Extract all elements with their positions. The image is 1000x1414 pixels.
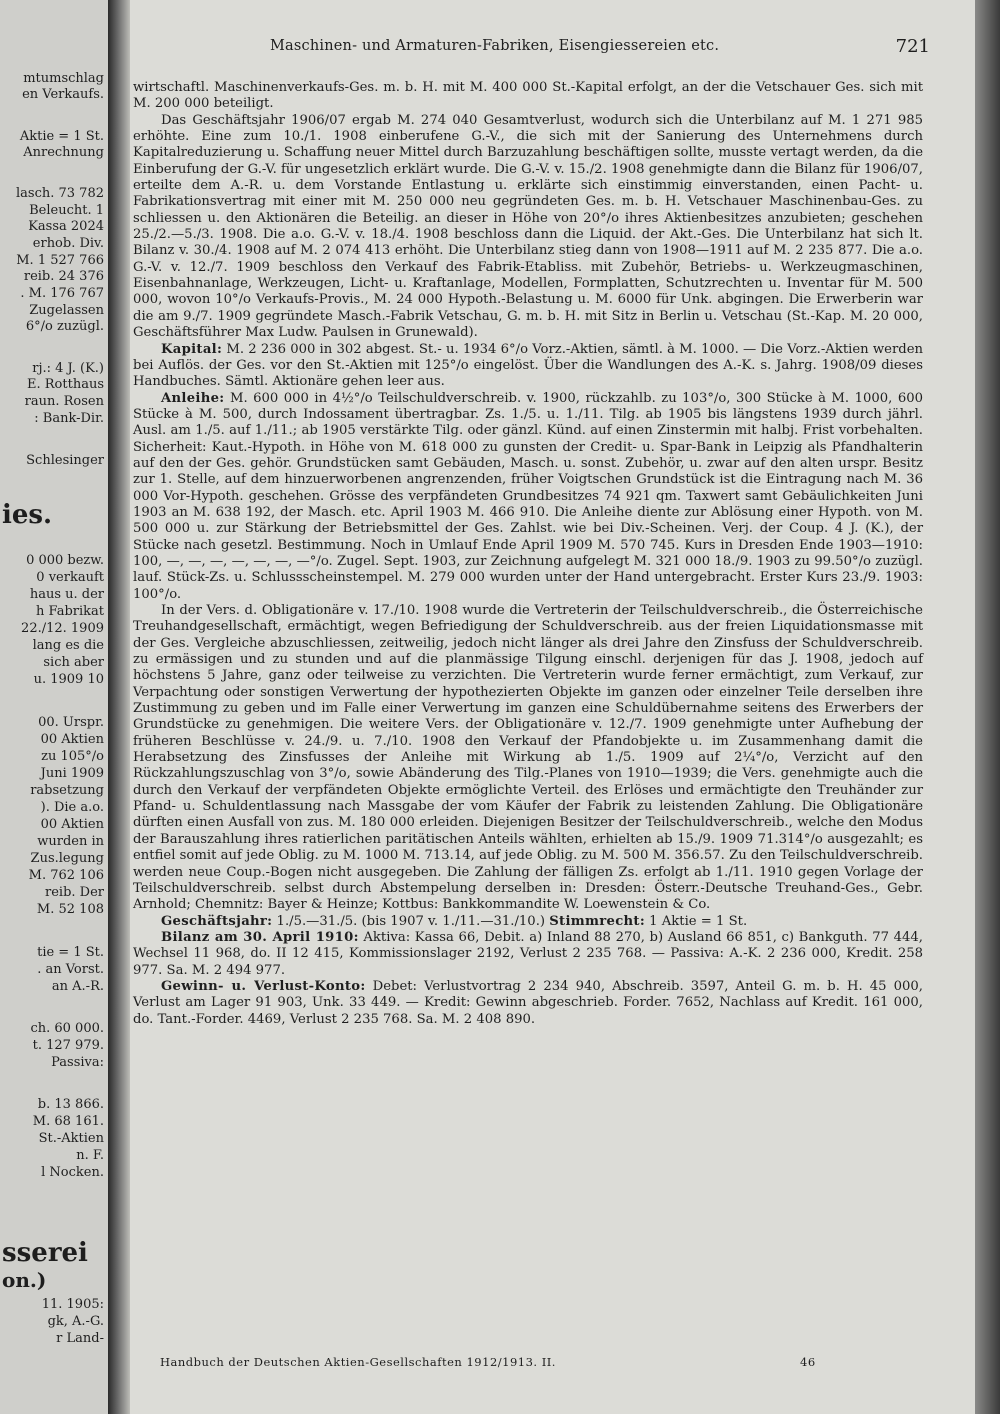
paragraph-text: wirtschaftl. Maschinenverkaufs-Ges. m. b. H. mit M. 400 000 St.-Kapital erfolgt, an der die Vetschauer Ges. sich mit M. 200 000 beteiligt. xyxy=(133,80,923,112)
strip-line: raun. Rosen xyxy=(24,394,104,409)
strip-line: . an Vorst. xyxy=(37,962,104,977)
footer-number: 46 xyxy=(800,1355,816,1369)
paragraph xyxy=(133,113,923,342)
paragraph-text: In der Vers. d. Obligationäre v. 17./10. 1908 wurde die Vertreterin der Teilschuldverschreib., die Österreichische Treuhandgesellschaft, ermächtigt, wegen Befriedigung der Schuldverschreib. aus der freien Liquidationsmasse mit der Ges. Vergleiche abzuschliessen, zeitweilig, jedoch nicht länger als drei Jahre den Zinsfuss der Schuldverschreib. zu ermässigen und zu stunden und auf die planmässige Tilgung einschl. derjenigen für das J. 1908, jedoch auf höchstens 5 Jahre, ganz oder teilweise zu verzichten. Die Vertreterin wurde ferner ermächtigt, zum Verkauf, zur Verpachtung oder sonstigen Verwertung der hypothezierten Objekte im ganzen oder einzelner Teile derselben ihre Zustimmung zu geben und im Falle einer Verwertung im ganzen eine Schuldübernahme seitens des Erwerbers der Grundstücke zu genehmigen. Die weitere Vers. der Obligationäre v. 12./7. 1909 genehmigte unter Aufhebung der früheren Beschlüsse v. 24./9. u. 7./10. 1908 den Verkauf der Pfandobjekte u. im Zusammenhang damit die Herabsetzung des Zinsfusses der Anleihe mit Wirkung ab 1./5. 1909 auf 2¼°/o, Verzicht auf den Rückzahlungszuschlag von 3°/o, sowie Abänderung des Tilg.-Planes von 1910—1939; die Vers. genehmigte auch die durch den Verkauf der verpfändeten Objekte ermöglichte Verteil. des Erlöses und ermächtigte den Treuhänder zur Pfand- u. Schuldentlassung nach Massgabe der vom Käufer der Fabrik zu leistenden Zahlung. Die Obligationäre dürften einen Ausfall von zus. M. 180 000 erleiden. Diejenigen Besitzer der Teilschuldverschreib., welche den Modus der Barauszahlung ihres ratierlichen paritätischen Anteils wählten, erhielten ab 15./9. 1909 71.314°/o ausgezahlt; es entfiel somit auf jede Oblig. zu M. 1000 M. 713.14, auf jede Oblig. zu M. 500 M. 356.57. Zu den Teilschuldverschreib. werden neue Coup.-Bogen nicht ausgegeben. Die Zahlung der fälligen Zs. erfolgt ab 1./11. 1910 gegen Vorlage der Teilschuldverschreib. selbst durch Abstempelung derselben in: Dresden: Österr.-Deutsche Treuhand-Ges., Gebr. Arnhold; Chemnitz: Bayer & Heinze; Kottbus: Bankkommandite W. Loewenstein & Co. xyxy=(133,603,923,913)
strip-line: Beleucht. 1 xyxy=(29,203,104,218)
header-title: Maschinen- und Armaturen-Fabriken, Eisengiessereien etc. xyxy=(270,38,720,54)
strip-line: M. 52 108 xyxy=(36,902,104,917)
strip-line: 00 Aktien xyxy=(40,817,104,832)
strip-line: Anrechnung xyxy=(23,145,104,160)
paragraph xyxy=(133,914,923,930)
section-label: Geschäftsjahr: xyxy=(161,913,273,929)
footer-title: Handbuch der Deutschen Aktien-Gesellschaften 1912/1913. II. xyxy=(160,1355,556,1369)
section-label: Anleihe: xyxy=(161,390,225,406)
paragraph xyxy=(133,342,923,391)
strip-line: erhob. Div. xyxy=(32,236,104,251)
strip-line: en Verkaufs. xyxy=(22,87,104,102)
strip-line: ies. xyxy=(2,500,53,530)
strip-line: 22./12. 1909 xyxy=(21,621,104,636)
strip-line: t. 127 979. xyxy=(32,1038,104,1053)
strip-line: St.-Aktien xyxy=(38,1131,104,1146)
strip-line: wurden in xyxy=(37,834,104,849)
section-label: Kapital: xyxy=(161,341,223,357)
strip-line: r Land- xyxy=(56,1331,104,1346)
strip-line: sserei xyxy=(2,1238,88,1268)
section-label: Bilanz am 30. April 1910: xyxy=(161,929,359,945)
strip-line: b. 13 866. xyxy=(37,1097,104,1112)
strip-line: Passiva: xyxy=(51,1055,104,1070)
strip-line: reib. 24 376 xyxy=(23,269,104,284)
strip-line: M. 1 527 766 xyxy=(16,253,104,268)
strip-line: lang es die xyxy=(32,638,104,653)
strip-line: on.) xyxy=(2,1268,47,1292)
strip-line: Zus.legung xyxy=(30,851,104,866)
page-number: 721 xyxy=(895,36,930,57)
strip-line: Schlesinger xyxy=(26,453,104,468)
strip-line: ch. 60 000. xyxy=(30,1021,104,1036)
paragraph xyxy=(133,979,923,1028)
paragraph-text: M. 2 236 000 in 302 abgest. St.- u. 1934 6°/o Vorz.-Aktien, sämtl. à M. 1000. — Die Vorz.-Aktien werden bei Auflös. der Ges. vor den St.-Aktien mit 125°/o eingelöst. Über die Wandlungen des A.-K. s. Jahrg. 1908/09 dieses Handbuches. Sämtl. Aktionäre gehen leer aus. xyxy=(133,341,923,390)
strip-line: n. F. xyxy=(76,1148,104,1163)
strip-line: 00. Urspr. xyxy=(38,715,104,730)
strip-line: an A.-R. xyxy=(51,979,104,994)
strip-line: rabsetzung xyxy=(30,783,104,798)
strip-line: 0 000 bezw. xyxy=(26,553,104,568)
strip-line: E. Rotthaus xyxy=(27,377,104,392)
paragraph-text: M. 600 000 in 4½°/o Teilschuldverschreib. v. 1900, rückzahlb. zu 103°/o, 300 Stücke à M. 1000, 600 Stücke à M. 500, durch Indossament übertragbar. Zs. 1./5. u. 1./11. Tilg. ab 1905 bis längstens 1939 durch jährl. Ausl. am 1./5. auf 1./11.; ab 1905 verstärkte Tilg. oder gänzl. Künd. auf einen Zinstermin mit halbj. Frist vorbehalten. Sicherheit: Kaut.-Hypoth. in Höhe von M. 618 000 zu gunsten der Credit- u. Spar-Bank in Leipzig als Pfandhalterin auf den der Ges. gehör. Grundstücken samt Gebäuden, Masch. u. sonst. Zubehör, u. zwar auf den alten urspr. Besitz zur 1. Stelle, auf dem hinzuerworbenen angrenzenden, früher Voigtschen Grundstück ist die Eintragung nach M. 36 000 Vor-Hypoth. geschehen. Grösse des verpfändeten Grundbesitzes 74 921 qm. Taxwert samt Gebäulichkeiten Juni 1903 an M. 638 192, der Masch. etc. April 1903 M. 466 910. Die Anleihe diente zur Ablösung einer Hypoth. von M. 500 000 u. zur Stärkung der Betriebsmittel der Ges. Zahlst. wie bei Div.-Scheinen. Verj. der Coup. 4 J. (K.), der Stücke nach gesetzl. Bestimmung. Noch in Umlauf Ende April 1909 M. 570 745. Kurs in Dresden Ende 1903—1910: 100, —, —, —, —, —, —, —°/o. Zugel. Sept. 1903, zur Zeichnung aufgelegt M. 321 000 18./9. 1903 zu 99.50°/o zuzügl. lauf. Stück-Zs. u. Schlussscheinstempel. M. 279 000 wurden unter der Hand untergebracht. Erster Kurs 23./9. 1903: 100°/o. xyxy=(133,390,923,602)
page-edge xyxy=(975,0,1000,1414)
adjacent-page-strip xyxy=(0,0,108,1414)
strip-line: M. 762 106 xyxy=(28,868,104,883)
strip-line: u. 1909 10 xyxy=(33,672,104,687)
strip-line: . M. 176 767 xyxy=(20,286,104,301)
strip-line: rj.: 4 J. (K.) xyxy=(32,361,104,376)
strip-line: lasch. 73 782 xyxy=(16,186,104,201)
strip-line: 6°/o zuzügl. xyxy=(25,319,104,334)
strip-line: sich aber xyxy=(43,655,104,670)
paragraph-text: Aktiva: Kassa 66, Debit. a) Inland 88 270, b) Ausland 66 851, c) Bankguth. 77 444, Wechsel 11 968, do. II 12 415, Kommissionslager 2192, Verlust 2 235 768. — Passiva: A.-K. 2 236 000, Kredit. 258 977. Sa. M. 2 494 977. xyxy=(133,929,923,978)
strip-line: : Bank-Dir. xyxy=(34,411,104,426)
strip-line: reib. Der xyxy=(45,885,104,900)
strip-line: l Nocken. xyxy=(41,1165,104,1180)
paragraph-text: 1./5.—31./5. (bis 1907 v. 1./11.—31./10.) xyxy=(272,913,550,929)
strip-line: Aktie = 1 St. xyxy=(19,129,104,144)
strip-line: ). Die a.o. xyxy=(40,800,104,815)
strip-line: haus u. der xyxy=(29,587,104,602)
book-gutter xyxy=(108,0,130,1414)
strip-line: Zugelassen xyxy=(29,303,104,318)
paragraph-text: Das Geschäftsjahr 1906/07 ergab M. 274 040 Gesamtverlust, wodurch sich die Unterbilanz auf M. 1 271 985 erhöhte. Eine zum 10./1. 1908 einberufene G.-V., die sich mit der Sanierung des Unternehmens durch Kapitalreduzierung u. Schaffung neuer Mittel durch Barzuzahlung beschäftigen sollte, musste vertagt werden, da die Einberufung der G.-V. für ungesetzlich erklärt wurde. Die G.-V. v. 15./2. 1908 genehmigte dann die Bilanz für 1906/07, erteilte dem A.-R. u. dem Vorstande Entlastung u. erklärte sich einstimmig einverstanden, einen Pacht- u. Fabrikationsvertrag mit einer mit M. 250 000 neu gegründeten Ges. m. b. H. Vetschauer Maschinenbau-Ges. zu schliessen u. den Aktionären die Beteilig. an dieser in Höhe von 20°/o ihres Aktienbesitzes anzubieten; geschehen 25./2.—5./3. 1908. Die a.o. G.-V. v. 18./4. 1908 beschloss dann die Liquid. der Akt.-Ges. Die Unterbilanz hat sich lt. Bilanz v. 30./4. 1908 auf M. 2 074 413 erhöht. Die Unterbilanz stieg dann von 1908—1911 auf M. 2 235 877. Die a.o. G.-V. v. 12./7. 1909 beschloss den Verkauf des Fabrik-Etabliss. mit Zubehör, Betriebs- u. Werkzeugmaschinen, Eisenbahnanlage, Werkzeugen, Licht- u. Kraftanlage, Modellen, Formplatten, Schutzrechten u. Inventar für M. 500 000, wovon 10°/o Verkaufs-Provis., M. 24 000 Hypoth.-Belastung u. M. 6000 für Unk. abgingen. Die Erwerberin war die am 9./7. 1909 gegründete Masch.-Fabrik Vetschau, G. m. b. H. mit Sitz in Berlin u. Vetschau (St.-Kap. M. 20 000, Geschäftsführer Max Ludw. Paulsen in Grunewald). xyxy=(133,112,923,341)
paragraph xyxy=(133,80,923,113)
section-label: Gewinn- u. Verlust-Konto: xyxy=(161,978,366,994)
paragraph-text: 1 Aktie = 1 St. xyxy=(644,913,748,929)
strip-line: tie = 1 St. xyxy=(37,945,104,960)
strip-line: gk, A.-G. xyxy=(47,1314,104,1329)
paragraph-text: Debet: Verlustvortrag 2 234 940, Abschreib. 3597, Anteil G. m. b. H. 45 000, Verlust am Lager 91 903, Unk. 33 449. — Kredit: Gewinn abgeschrieb. Forder. 7652, Nachlass auf Kredit. 161 000, do. Tant.-Forder. 4469, Verlust 2 235 768. Sa. M. 2 408 890. xyxy=(133,978,923,1027)
strip-line: Kassa 2024 xyxy=(28,219,104,234)
strip-line: 00 Aktien xyxy=(40,732,104,747)
article-body xyxy=(133,80,923,1028)
paragraph xyxy=(133,391,923,603)
section-label: Stimmrecht: xyxy=(549,913,645,929)
strip-line: zu 105°/o xyxy=(41,749,104,764)
strip-line: mtumschlag xyxy=(23,71,104,86)
paragraph xyxy=(133,603,923,914)
strip-line: Juni 1909 xyxy=(40,766,104,781)
strip-line: 11. 1905: xyxy=(41,1297,104,1312)
strip-line: M. 68 161. xyxy=(32,1114,104,1129)
paragraph xyxy=(133,930,923,979)
strip-line: h Fabrikat xyxy=(36,604,104,619)
page-footer xyxy=(160,1355,860,1369)
running-header xyxy=(130,36,930,60)
strip-line: 0 verkauft xyxy=(36,570,104,585)
